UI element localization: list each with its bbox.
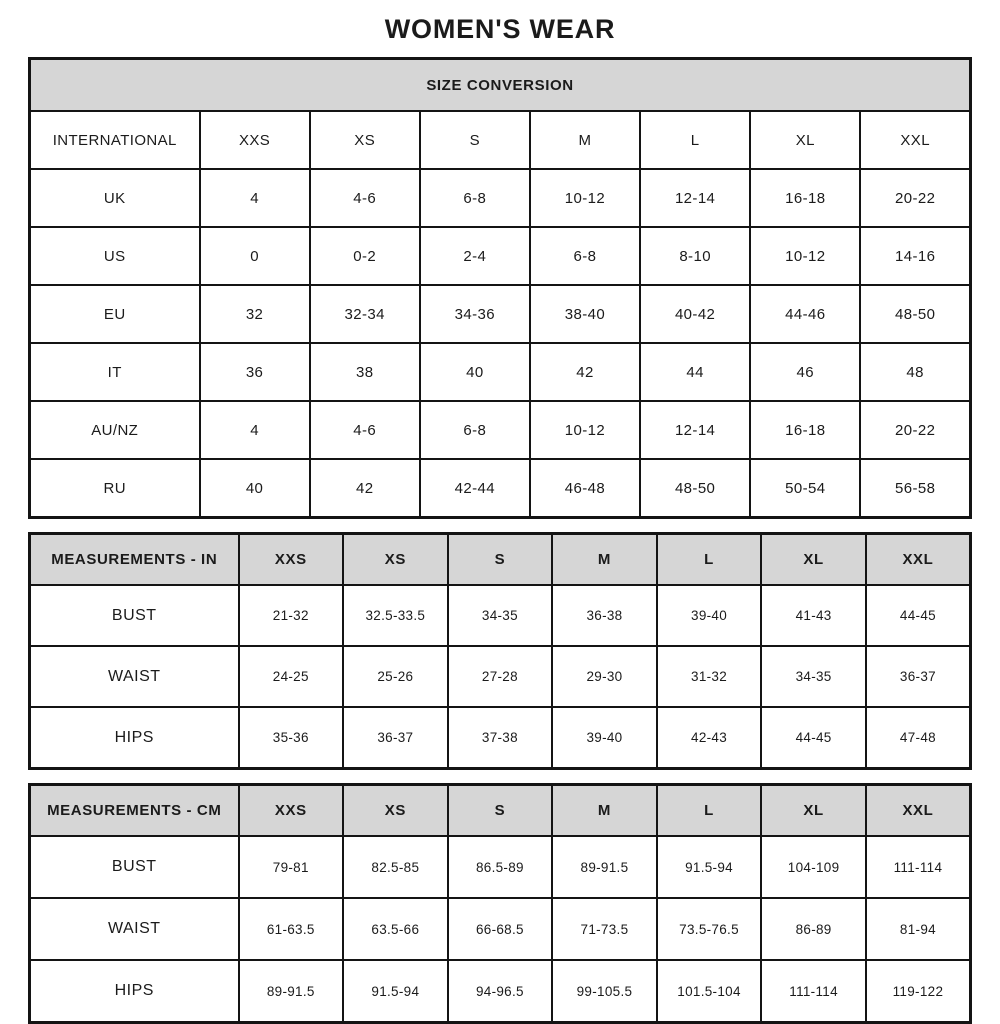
value-cell: 50-54 [750, 459, 860, 518]
value-cell: 29-30 [552, 646, 657, 707]
value-cell: 34-35 [448, 585, 553, 646]
value-cell: 99-105.5 [552, 960, 657, 1023]
table-row [30, 836, 971, 898]
value-cell: 35-36 [239, 707, 344, 769]
table-row [30, 459, 971, 518]
size-column-header: M [552, 534, 657, 586]
size-chart-page [28, 0, 972, 1024]
row-label: RU [30, 459, 200, 518]
value-cell: 44-46 [750, 285, 860, 343]
value-cell: XXS [200, 111, 310, 169]
value-cell: 71-73.5 [552, 898, 657, 960]
value-cell: 36-37 [866, 646, 971, 707]
value-cell: 20-22 [860, 169, 970, 227]
table-row [30, 646, 971, 707]
value-cell: 31-32 [657, 646, 762, 707]
value-cell: 38 [310, 343, 420, 401]
value-cell: 32.5-33.5 [343, 585, 448, 646]
value-cell: 86-89 [761, 898, 866, 960]
size-column-header: S [448, 534, 553, 586]
size-conversion-banner: SIZE CONVERSION [30, 59, 971, 112]
value-cell: 38-40 [530, 285, 640, 343]
value-cell: 111-114 [761, 960, 866, 1023]
value-cell: 2-4 [420, 227, 530, 285]
size-column-header: S [448, 785, 553, 837]
row-label: BUST [30, 585, 239, 646]
table-row [30, 111, 971, 169]
value-cell: S [420, 111, 530, 169]
value-cell: L [640, 111, 750, 169]
value-cell: XL [750, 111, 860, 169]
row-label: HIPS [30, 960, 239, 1023]
value-cell: 36 [200, 343, 310, 401]
row-label: WAIST [30, 646, 239, 707]
value-cell: 6-8 [420, 401, 530, 459]
size-column-header: XS [343, 534, 448, 586]
measurements-in-body [30, 585, 971, 769]
measurements-header-label: MEASUREMENTS - CM [30, 785, 239, 837]
row-label: US [30, 227, 200, 285]
row-label: BUST [30, 836, 239, 898]
value-cell: 8-10 [640, 227, 750, 285]
size-column-header: L [657, 785, 762, 837]
measurements-cm-body [30, 836, 971, 1023]
row-label: INTERNATIONAL [30, 111, 200, 169]
value-cell: 34-36 [420, 285, 530, 343]
table-row [30, 585, 971, 646]
value-cell: 37-38 [448, 707, 553, 769]
table-row [30, 960, 971, 1023]
value-cell: 63.5-66 [343, 898, 448, 960]
value-cell: 16-18 [750, 169, 860, 227]
value-cell: M [530, 111, 640, 169]
value-cell: 10-12 [530, 401, 640, 459]
value-cell: 25-26 [343, 646, 448, 707]
value-cell: 104-109 [761, 836, 866, 898]
row-label: HIPS [30, 707, 239, 769]
value-cell: 4 [200, 401, 310, 459]
size-column-header: XL [761, 534, 866, 586]
value-cell: 40-42 [640, 285, 750, 343]
value-cell: 46-48 [530, 459, 640, 518]
value-cell: 40 [420, 343, 530, 401]
size-column-header: XXS [239, 785, 344, 837]
value-cell: 41-43 [761, 585, 866, 646]
size-column-header: XXL [866, 785, 971, 837]
value-cell: 79-81 [239, 836, 344, 898]
value-cell: 40 [200, 459, 310, 518]
value-cell: 61-63.5 [239, 898, 344, 960]
row-label: IT [30, 343, 200, 401]
row-label: AU/NZ [30, 401, 200, 459]
value-cell: 42 [310, 459, 420, 518]
value-cell: 4-6 [310, 401, 420, 459]
value-cell: 91.5-94 [657, 836, 762, 898]
size-conversion-banner-row [30, 59, 971, 112]
measurements-cm-table [28, 783, 972, 1024]
size-conversion-table [28, 57, 972, 519]
value-cell: 44-45 [866, 585, 971, 646]
value-cell: 36-38 [552, 585, 657, 646]
value-cell: 34-35 [761, 646, 866, 707]
value-cell: 48-50 [860, 285, 970, 343]
value-cell: 42-44 [420, 459, 530, 518]
value-cell: 89-91.5 [552, 836, 657, 898]
value-cell: 111-114 [866, 836, 971, 898]
measurements-in-header-row [30, 534, 971, 586]
size-column-header: XL [761, 785, 866, 837]
table-row [30, 707, 971, 769]
value-cell: 119-122 [866, 960, 971, 1023]
value-cell: 12-14 [640, 169, 750, 227]
page-title: WOMEN'S WEAR [384, 14, 616, 44]
row-label: EU [30, 285, 200, 343]
value-cell: 24-25 [239, 646, 344, 707]
value-cell: 16-18 [750, 401, 860, 459]
value-cell: 6-8 [420, 169, 530, 227]
value-cell: 46 [750, 343, 860, 401]
value-cell: 39-40 [657, 585, 762, 646]
value-cell: 10-12 [750, 227, 860, 285]
value-cell: 0-2 [310, 227, 420, 285]
value-cell: 0 [200, 227, 310, 285]
value-cell: 4-6 [310, 169, 420, 227]
size-column-header: XXS [239, 534, 344, 586]
size-column-header: L [657, 534, 762, 586]
row-label: UK [30, 169, 200, 227]
value-cell: 12-14 [640, 401, 750, 459]
value-cell: 73.5-76.5 [657, 898, 762, 960]
value-cell: 4 [200, 169, 310, 227]
value-cell: 32-34 [310, 285, 420, 343]
table-row [30, 169, 971, 227]
value-cell: 101.5-104 [657, 960, 762, 1023]
value-cell: 10-12 [530, 169, 640, 227]
value-cell: 27-28 [448, 646, 553, 707]
value-cell: 6-8 [530, 227, 640, 285]
value-cell: 47-48 [866, 707, 971, 769]
table-row [30, 401, 971, 459]
value-cell: 56-58 [860, 459, 970, 518]
value-cell: 81-94 [866, 898, 971, 960]
value-cell: XS [310, 111, 420, 169]
size-column-header: XXL [866, 534, 971, 586]
value-cell: 42-43 [657, 707, 762, 769]
value-cell: 21-32 [239, 585, 344, 646]
value-cell: 36-37 [343, 707, 448, 769]
row-label: WAIST [30, 898, 239, 960]
value-cell: 44 [640, 343, 750, 401]
table-row [30, 285, 971, 343]
value-cell: 39-40 [552, 707, 657, 769]
value-cell: 32 [200, 285, 310, 343]
value-cell: 20-22 [860, 401, 970, 459]
value-cell: 86.5-89 [448, 836, 553, 898]
table-row [30, 343, 971, 401]
size-column-header: XS [343, 785, 448, 837]
value-cell: 44-45 [761, 707, 866, 769]
table-row [30, 898, 971, 960]
value-cell: 82.5-85 [343, 836, 448, 898]
table-row [30, 227, 971, 285]
value-cell: 94-96.5 [448, 960, 553, 1023]
value-cell: 66-68.5 [448, 898, 553, 960]
value-cell: 48-50 [640, 459, 750, 518]
value-cell: 42 [530, 343, 640, 401]
size-column-header: M [552, 785, 657, 837]
value-cell: XXL [860, 111, 970, 169]
value-cell: 91.5-94 [343, 960, 448, 1023]
size-conversion-body [30, 111, 971, 518]
measurements-header-label: MEASUREMENTS - IN [30, 534, 239, 586]
measurements-in-table [28, 532, 972, 770]
value-cell: 89-91.5 [239, 960, 344, 1023]
measurements-cm-header-row [30, 785, 971, 837]
value-cell: 14-16 [860, 227, 970, 285]
value-cell: 48 [860, 343, 970, 401]
